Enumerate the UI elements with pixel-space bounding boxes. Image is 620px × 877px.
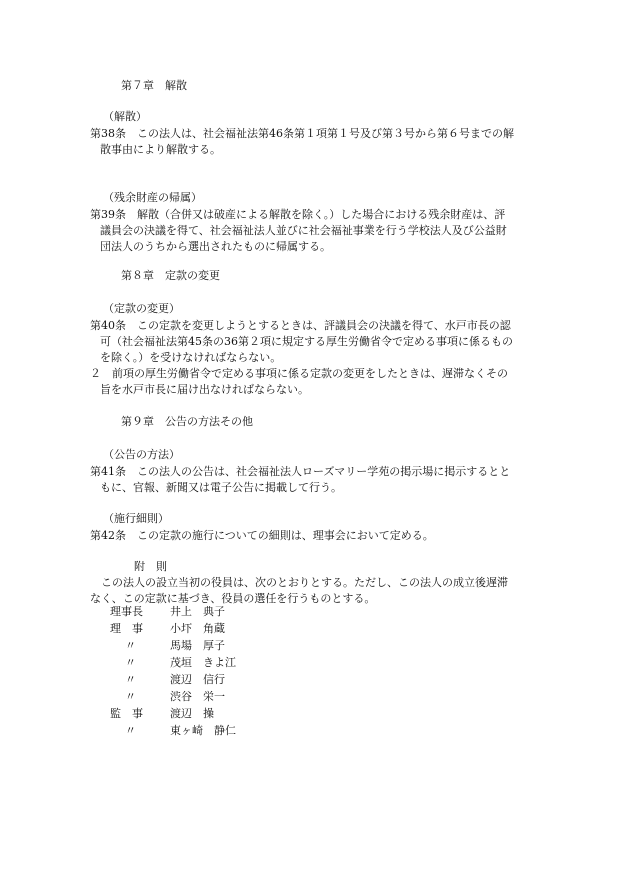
article-39-caption: （残余財産の帰属） — [103, 191, 202, 204]
officer-role: 理事長 — [110, 605, 143, 618]
officer-name: 渋谷 栄一 — [170, 690, 225, 703]
officer-row — [0, 638, 620, 655]
article-41-line-2: もに、官報、新聞又は電子公告に掲載して行う。 — [100, 481, 342, 494]
officer-name: 渡辺 操 — [170, 707, 214, 720]
ditto-mark: 〃 — [125, 673, 136, 686]
article-38 — [90, 126, 526, 158]
article-41-caption: （公告の方法） — [103, 448, 180, 461]
article-42-line-1: 第42条 この定款の施行についての細則は、理事会において定める。 — [90, 529, 434, 542]
supplementary-text — [90, 575, 526, 607]
article-40-item-2-line-2: 旨を水戸市長に届け出なければならない。 — [100, 383, 309, 396]
officer-name: 東ヶ崎 静仁 — [170, 724, 236, 737]
officer-row — [0, 672, 620, 689]
officer-row — [0, 706, 620, 723]
article-41-line-1: 第41条 この法人の公告は、社会福祉法人ローズマリー学苑の掲示場に掲示するとと — [90, 465, 511, 478]
officer-name: 小圷 角蔵 — [170, 622, 225, 635]
article-39 — [90, 207, 526, 255]
article-40 — [90, 318, 526, 366]
ditto-mark: 〃 — [125, 724, 136, 737]
officer-row — [0, 621, 620, 638]
article-40-item-2-line-1: ２ 前項の厚生労働省令で定める事項に係る定款の変更をしたときは、遅滞なくその — [90, 367, 508, 380]
officer-row — [0, 655, 620, 672]
officer-role: 監 事 — [110, 707, 143, 720]
supplementary-line-2: なく、この定款に基づき、役員の選任を行うものとする。 — [90, 592, 376, 605]
article-40-item-2 — [90, 366, 526, 398]
article-40-line-1: 第40条 この定款を変更しようとするときは、評議員会の決議を得て、水戸市長の認 — [90, 319, 511, 332]
officer-name: 井上 典子 — [170, 605, 225, 618]
article-39-line-2: 議員会の決議を得て、社会福祉法人並びに社会福祉事業を行う学校法人及び公益財 — [100, 224, 507, 237]
officer-name: 茂垣 きよ江 — [170, 656, 236, 669]
ditto-mark: 〃 — [125, 690, 136, 703]
chapter-8-title: 第８章 定款の変更 — [121, 269, 220, 282]
officer-list — [0, 604, 620, 740]
supplementary-line-1: この法人の設立当初の役員は、次のとおりとする。ただし、この法人の成立後遅滞 — [90, 576, 508, 589]
officer-row — [0, 604, 620, 621]
article-38-line-1: 第38条 この法人は、社会福祉法第46条第１項第１号及び第３号から第６号までの解 — [90, 127, 514, 140]
article-39-line-1: 第39条 解散（合併又は破産による解散を除く。）した場合における残余財産は、評 — [90, 208, 506, 221]
officer-row — [0, 723, 620, 740]
officer-row — [0, 689, 620, 706]
ditto-mark: 〃 — [125, 639, 136, 652]
officer-role: 理 事 — [110, 622, 143, 635]
article-38-caption: （解散） — [103, 110, 147, 123]
article-40-line-2: 可（社会福祉法第45条の36第２項に規定する厚生労働省令で定める事項に係るもの — [100, 335, 513, 348]
chapter-9-title: 第９章 公告の方法その他 — [121, 415, 253, 428]
article-42-caption: （施行細則） — [103, 512, 169, 525]
article-42 — [90, 528, 526, 544]
article-39-line-3: 団法人のうちから選出されたものに帰属する。 — [100, 240, 331, 253]
article-41 — [90, 464, 526, 496]
ditto-mark: 〃 — [125, 656, 136, 669]
article-38-line-2: 散事由により解散する。 — [100, 143, 221, 156]
article-40-caption: （定款の変更） — [103, 302, 180, 315]
officer-name: 馬場 厚子 — [170, 639, 225, 652]
supplementary-title: 附 則 — [134, 560, 167, 573]
chapter-7-title: 第７章 解散 — [121, 79, 187, 92]
article-40-line-3: を除く。）を受けなければならない。 — [100, 351, 282, 364]
officer-name: 渡辺 信行 — [170, 673, 225, 686]
